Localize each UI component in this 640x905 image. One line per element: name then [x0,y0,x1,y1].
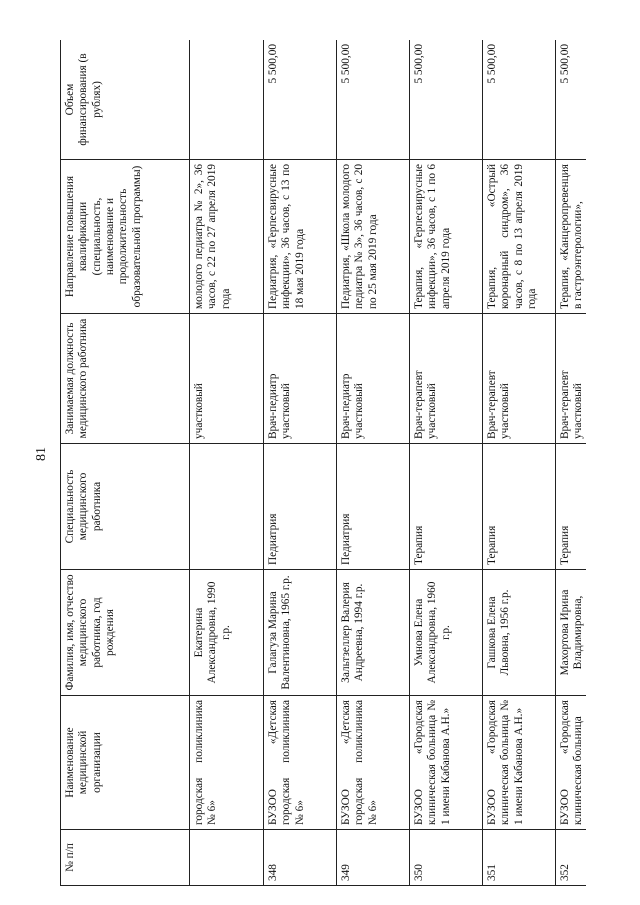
cell-number: 350 [410,830,483,886]
table-row [556,40,587,886]
cell-specialty: Терапия [410,444,483,570]
cell-organization: БУЗОО «Городская клиническая больница [556,696,587,830]
header-specialty: Специальность медицинского работника [61,444,190,570]
cell-training-direction: Педиатрия, «Школа молодого педиатра № 3», 36 часов, с 20 по 25 мая 2019 года [337,160,410,314]
cell-organization: БУЗОО «Детская городская поликлиника № 6» [337,696,410,830]
cell-specialty: Педиатрия [264,444,337,570]
table-row [483,40,556,886]
cell-full-name: Махортова Ирина Владимировна, [556,570,587,696]
qualification-table [60,40,586,886]
rotated-table-block [60,40,586,886]
header-position: Занимаемая должность медицинского работника [61,314,190,444]
cell-training-direction: Терапия, «Герпесвирусные инфекции», 36 часов, с 1 по 6 апреля 2019 года [410,160,483,314]
cell-training-direction: Педиатрия, «Герпесвирусные инфекции», 36 часов, с 13 по 18 мая 2019 года [264,160,337,314]
cell-funding: 5 500,00 [264,40,337,160]
table-row [410,40,483,886]
table-row [190,40,264,886]
cell-organization: городская поликлиника № 6» [190,696,264,830]
cell-position: Врач-терапевт участковый [556,314,587,444]
cell-funding: 5 500,00 [483,40,556,160]
cell-position: участковый [190,314,264,444]
cell-position: Врач-терапевт участковый [483,314,556,444]
cell-number: 349 [337,830,410,886]
cell-number: 352 [556,830,587,886]
cell-specialty: Педиатрия [337,444,410,570]
cell-number [190,830,264,886]
cell-position: Врач-терапевт участковый [410,314,483,444]
header-number: № п/п [61,830,190,886]
cell-position: Врач-педиатр участковый [264,314,337,444]
table-row [264,40,337,886]
cell-organization: БУЗОО «Детская городская поликлиника № 6» [264,696,337,830]
cell-training-direction: Терапия, «Канцеропревенция в гастроэнтерологии», [556,160,587,314]
cell-training-direction: Терапия, «Острый коронарный синдром», 36 часов, с 8 по 13 апреля 2019 года [483,160,556,314]
cell-funding: 5 500,00 [556,40,587,160]
header-organization: Наименование медицинской организации [61,696,190,830]
table-viewport [60,40,586,886]
cell-full-name: Умнова Елена Александровна, 1960 г.р. [410,570,483,696]
cell-organization: БУЗОО «Городская клиническая больница № 1 имени Кабанова А.Н.» [410,696,483,830]
cell-organization: БУЗОО «Городская клиническая больница № 1 имени Кабанова А.Н.» [483,696,556,830]
cell-specialty: Терапия [483,444,556,570]
cell-full-name: Екатерина Александровна, 1990 г.р. [190,570,264,696]
cell-full-name: Гашкова Елена Львовна, 1956 г.р. [483,570,556,696]
cell-specialty: Терапия [556,444,587,570]
cell-specialty [190,444,264,570]
cell-number: 351 [483,830,556,886]
cell-funding [190,40,264,160]
cell-position: Врач-педиатр участковый [337,314,410,444]
cell-funding: 5 500,00 [410,40,483,160]
table-row [337,40,410,886]
header-funding: Объем финансирования (в рублях) [61,40,190,160]
cell-full-name: Зальтзеллер Валерия Андреевна, 1994 г.р. [337,570,410,696]
cell-full-name: Галагуза Марина Валентиновна, 1965 г.р. [264,570,337,696]
header-training-direction: Направление повышения квалификации (специальность, наименование и продолжительность образовательной программы) [61,160,190,314]
cell-training-direction: молодого педиатра № 2», 36 часов, с 22 по 27 апреля 2019 года [190,160,264,314]
cell-number: 348 [264,830,337,886]
header-full-name: Фамилия, имя, отчество медицинского работника, год рождения [61,570,190,696]
cell-funding: 5 500,00 [337,40,410,160]
table-header-row [61,40,190,886]
page-number: 81 [34,447,49,461]
